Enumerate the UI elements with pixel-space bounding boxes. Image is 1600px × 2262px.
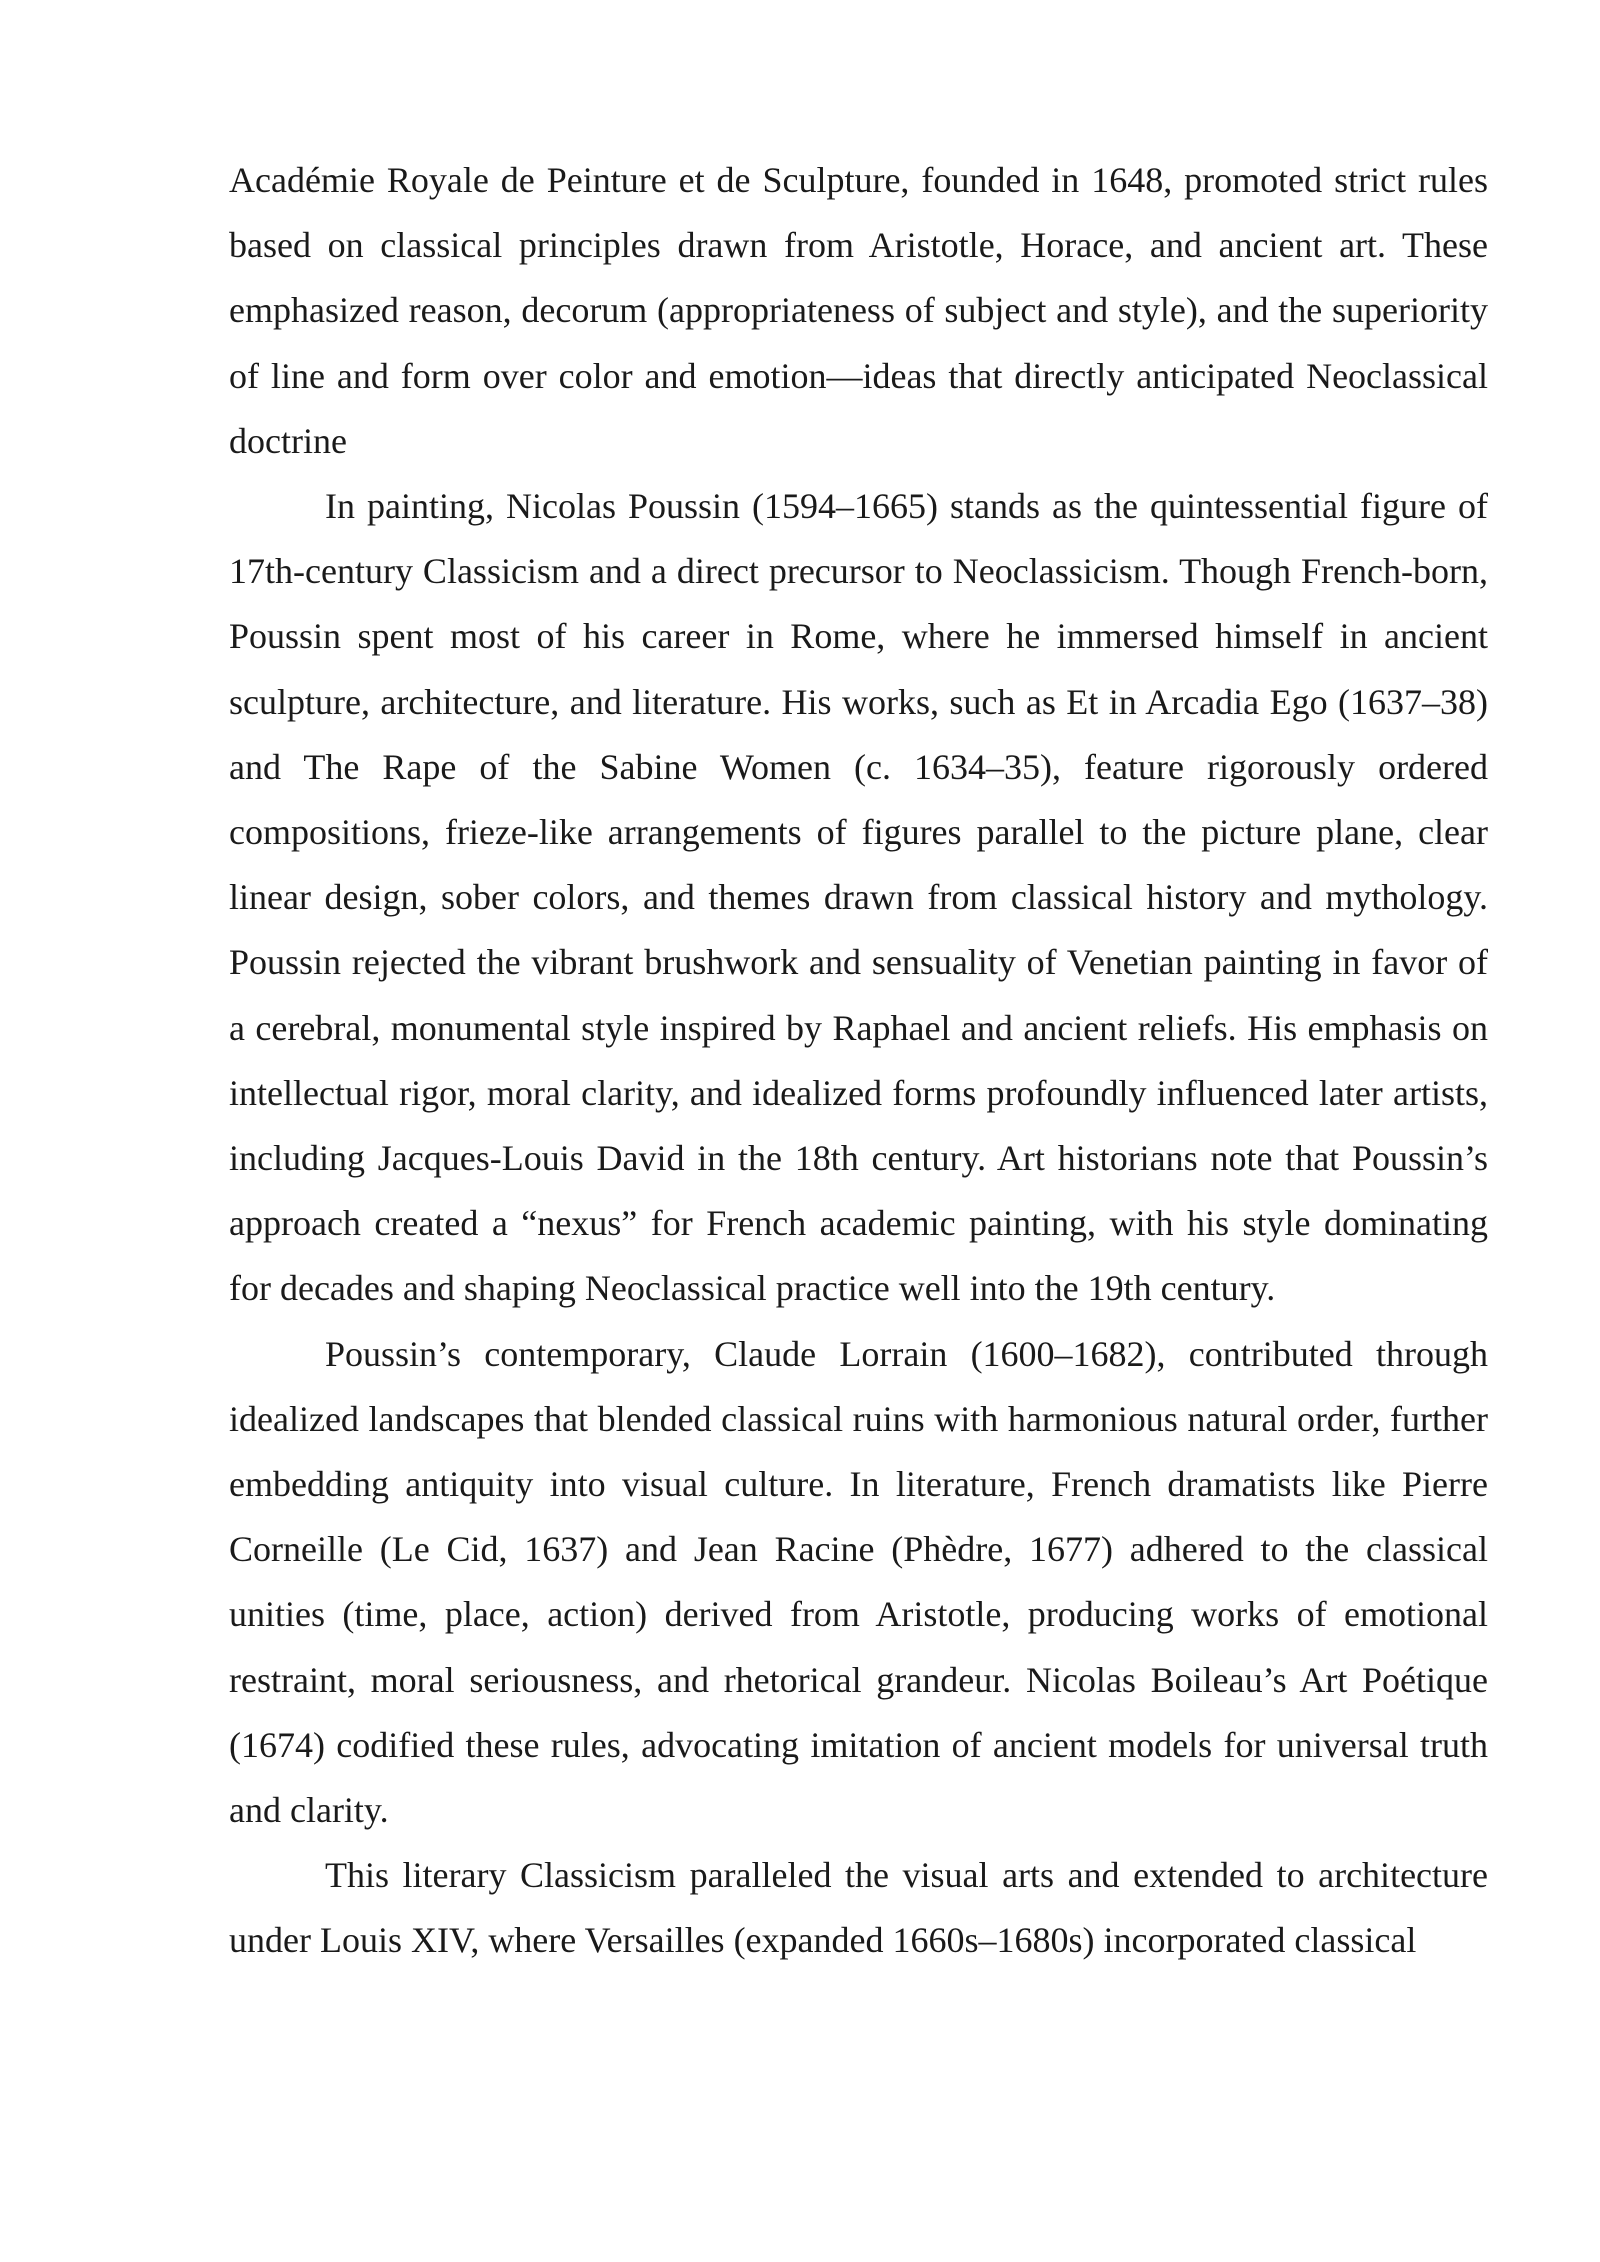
paragraph-literary-classicism: This literary Classicism paralleled the visual arts and extended to architecture under Louis XIV, where Versailles (expanded 1660s–1680s) incorporated classical xyxy=(229,1855,1488,1961)
paragraph-poussin: In painting, Nicolas Poussin (1594–1665) stands as the quintessential figure of 17th-century Classicism and a direct precursor to Neoclassicism. Though French-born, Poussin spent most of his career in Rome, where he immersed himself in ancient sculpture, architecture, and literature. His works, such as Et in Arcadia Ego (1637–38) and The Rape of the Sabine Women (c. 1634–35), feature rigorously ordered compositions, frieze-like arrangements of figures parallel to the picture plane, clear linear design, sober colors, and themes drawn from classical history and mythology. Poussin rejected the vibrant brushwork and sensuality of Venetian painting in favor of a cerebral, monumental style inspired by Raphael and ancient reliefs. His emphasis on intellectual rigor, moral clarity, and idealized forms profoundly influenced later artists, including Jacques-Louis David in the 18th century. Art historians note that Poussin’s approach created a “nexus” for French academic painting, with his style dominating for decades and shaping Neoclassical practice well into the 19th century. xyxy=(229,486,1488,1309)
document-body xyxy=(229,148,1488,1974)
paragraph-lorrain: Poussin’s contemporary, Claude Lorrain (1600–1682), contributed through idealized landscapes that blended classical ruins with harmonious natural order, further embedding antiquity into visual culture. In literature, French dramatists like Pierre Corneille (Le Cid, 1637) and Jean Racine (Phèdre, 1677) adhered to the classical unities (time, place, action) derived from Aristotle, producing works of emotional restraint, moral seriousness, and rhetorical grandeur. Nicolas Boileau’s Art Poétique (1674) codified these rules, advocating imitation of ancient models for universal truth and clarity. xyxy=(229,1333,1488,1831)
paragraph-academie: Académie Royale de Peinture et de Sculpture, founded in 1648, promoted strict rules based on classical principles drawn from Aristotle, Horace, and ancient art. These emphasized reason, decorum (appropriateness of subject and style), and the superiority of line and form over color and emotion—ideas that directly anticipated Neoclassical doctrine xyxy=(229,160,1488,461)
